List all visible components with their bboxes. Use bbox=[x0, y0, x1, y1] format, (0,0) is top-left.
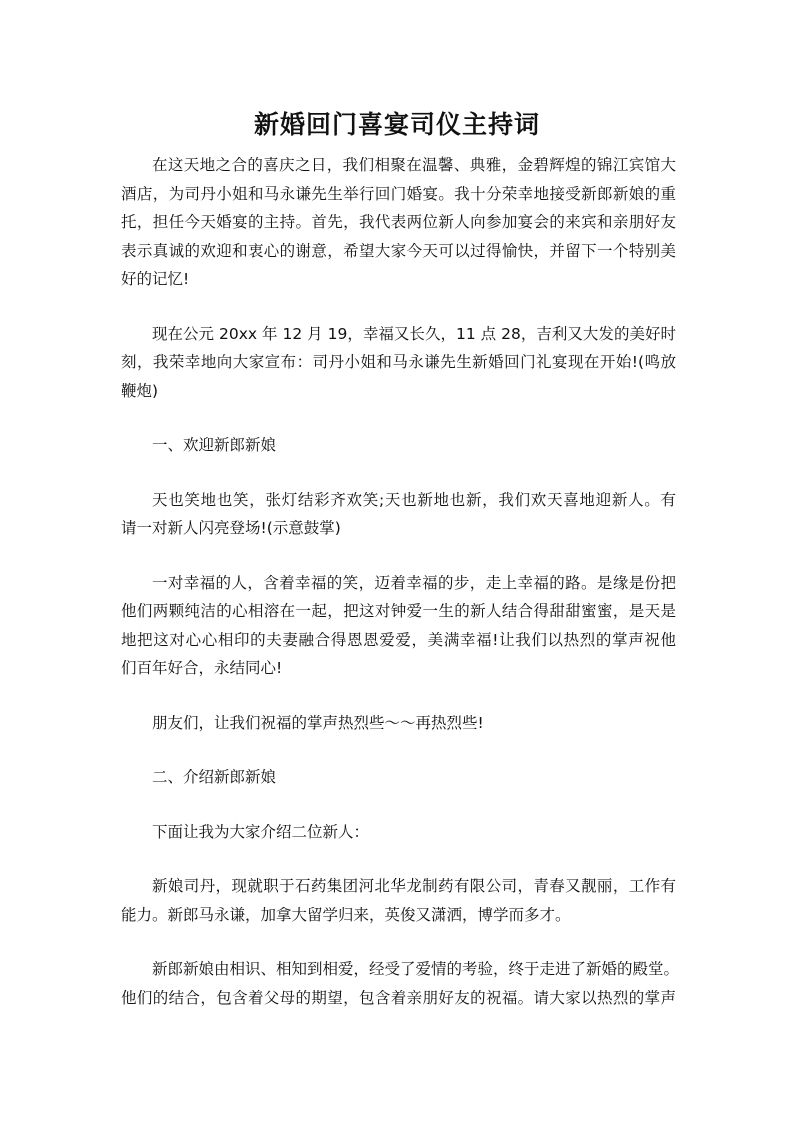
text-line: 鞭炮) bbox=[121, 381, 159, 400]
text-line: 请一对新人闪亮登场!(示意鼓掌) bbox=[121, 519, 341, 537]
text-line: 在这天地之合的喜庆之日，我们相聚在温馨、典雅，金碧辉煌的锦江宾馆大 bbox=[152, 156, 676, 174]
text-line: 新娘司丹，现就职于石药集团河北华龙制药有限公司，青春又靓丽，工作有 bbox=[152, 877, 676, 895]
paragraph bbox=[121, 709, 676, 738]
text-line: 好的记忆! bbox=[121, 270, 190, 288]
paragraph bbox=[121, 818, 676, 847]
text-line: 现在公元 20xx 年 12 月 19，幸福又长久，11 点 28，吉利又大发的美好时 bbox=[152, 324, 676, 343]
paragraph bbox=[121, 486, 676, 543]
text-line: 天也笑地也笑，张灯结彩齐欢笑;天也新地也新，我们欢天喜地迎新人。有 bbox=[152, 490, 676, 509]
text-line: 表示真诚的欢迎和衷心的谢意，希望大家今天可以过得愉快，并留下一个特别美 bbox=[121, 241, 676, 260]
text-line: 下面让我为大家介绍二位新人： bbox=[152, 822, 370, 841]
text-line: 们百年好合，永结同心! bbox=[121, 659, 283, 677]
text-line: 托，担任今天婚宴的主持。首先，我代表两位新人向参加宴会的来宾和亲朋好友 bbox=[121, 213, 676, 231]
section-heading bbox=[121, 763, 676, 792]
text-line: 他们两颗纯洁的心相溶在一起，把这对钟爱一生的新人结合得甜甜蜜蜜，是天是 bbox=[121, 602, 676, 620]
section-heading bbox=[121, 431, 676, 460]
text-line: 新郎新娘由相识、相知到相爱，经受了爱情的考验，终于走进了新婚的殿堂。 bbox=[152, 960, 680, 978]
text-line: 酒店，为司丹小姐和马永谦先生举行回门婚宴。我十分荣幸地接受新郎新娘的重 bbox=[121, 184, 676, 203]
text-line: 二、介绍新郎新娘 bbox=[152, 768, 277, 786]
paragraph bbox=[121, 955, 680, 1012]
paragraph bbox=[121, 151, 676, 294]
text-line: 地把这对心心相印的夫妻融合得恩恩爱爱，美满幸福!让我们以热烈的掌声祝他 bbox=[121, 630, 676, 649]
paragraph bbox=[121, 872, 676, 929]
paragraph bbox=[121, 569, 676, 683]
text-line: 刻，我荣幸地向大家宣布：司丹小姐和马永谦先生新婚回门礼宴现在开始!(鸣放 bbox=[121, 353, 676, 371]
text-line: 一对幸福的人，含着幸福的笑，迈着幸福的步，走上幸福的路。是缘是份把 bbox=[152, 573, 676, 592]
text-line: 能力。新郎马永谦，加拿大留学归来，英俊又潇洒，博学而多才。 bbox=[121, 905, 571, 924]
text-line: 他们的结合，包含着父母的期望，包含着亲朋好友的祝福。请大家以热烈的掌声 bbox=[121, 988, 676, 1007]
paragraph bbox=[121, 320, 676, 406]
document-title: 新婚回门喜宴司仪主持词 bbox=[253, 110, 540, 139]
text-line: 一、欢迎新郎新娘 bbox=[152, 436, 277, 454]
text-line: 朋友们，让我们祝福的掌声热烈些～～再热烈些! bbox=[152, 713, 484, 732]
document-body bbox=[121, 151, 680, 1038]
